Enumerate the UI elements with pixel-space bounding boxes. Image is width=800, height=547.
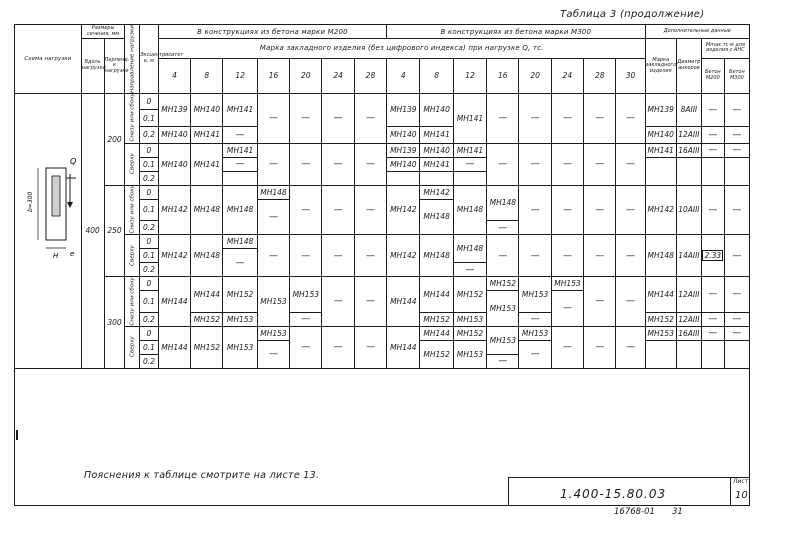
cell: МН148 <box>223 235 257 249</box>
cell: МН153 <box>453 312 486 326</box>
h-label: H <box>53 252 59 260</box>
extra-cell: — <box>724 277 749 313</box>
m200-header: В конструкциях из бетона марки М200 <box>158 25 386 39</box>
cell: МН153 <box>519 277 551 313</box>
cell: МН141 <box>223 93 257 126</box>
cell: МН148 <box>257 185 289 199</box>
extra-cell: — <box>701 277 724 313</box>
extra-cell: — <box>701 326 724 340</box>
load-header: 12 <box>453 58 486 93</box>
cell: — <box>519 312 551 326</box>
ecc-value: 0.2 <box>140 221 159 235</box>
cell: — <box>487 221 519 235</box>
cell: — <box>519 185 551 235</box>
cell: — <box>487 354 519 368</box>
cell: — <box>257 93 289 143</box>
cell: МН152 <box>453 277 486 313</box>
cell: — <box>519 93 551 143</box>
cell: — <box>616 235 645 277</box>
cell: МН152 <box>223 277 257 313</box>
cell: МН153 <box>519 326 551 340</box>
cell: МН144 <box>158 326 190 368</box>
cell: МН153 <box>290 277 322 313</box>
cell: — <box>616 93 645 143</box>
cell: — <box>290 235 322 277</box>
cell: МН144 <box>387 326 420 368</box>
extra-cell: — <box>701 312 724 326</box>
cell: — <box>257 235 289 277</box>
cell: МН148 <box>420 235 453 277</box>
cell: МН142 <box>158 185 190 235</box>
across-load-header: Перпенд. к нагрузке <box>104 39 125 94</box>
load-header: 12 <box>223 58 257 93</box>
cell: МН142 <box>158 235 190 277</box>
cell: — <box>322 235 354 277</box>
extra-cell: 16АIII <box>676 143 701 157</box>
cell: — <box>584 143 616 185</box>
cell: МН152 <box>420 340 453 368</box>
cell: — <box>290 143 322 185</box>
ecc-value: 0 <box>140 93 159 110</box>
cell: — <box>551 326 583 368</box>
mark-embed-header: Марка закладного изделия <box>645 39 676 94</box>
load-header: 28 <box>354 58 386 93</box>
cell: МН153 <box>257 326 289 340</box>
cell: МН148 <box>420 199 453 235</box>
q-label: Q <box>70 157 77 166</box>
concrete-m300-header: Бетон М300 <box>724 58 749 93</box>
extra-cell: — <box>701 143 724 157</box>
extra-cell: МН140 <box>645 126 676 143</box>
cell: — <box>616 185 645 235</box>
cell: МН148 <box>191 235 223 277</box>
cell: МН140 <box>420 93 453 126</box>
along-load-header: Вдоль нагрузки <box>81 39 104 94</box>
cell: — <box>354 185 386 235</box>
cell: — <box>519 235 551 277</box>
extra-cell: МН141 <box>645 143 676 157</box>
cell: — <box>257 143 289 185</box>
cell: — <box>453 263 486 277</box>
cell: — <box>551 291 583 327</box>
ecc-value: 0.2 <box>140 126 159 143</box>
ecc-value: 0.2 <box>140 354 159 368</box>
load-header: 28 <box>584 58 616 93</box>
direction-bottom: Снизу или сбоку <box>125 185 140 235</box>
sizes-header: Размеры сечения, мм <box>81 25 125 39</box>
sheet-number: 10 <box>735 490 748 501</box>
cell: — <box>322 326 354 368</box>
ecc-value: 0 <box>140 277 159 291</box>
cell: — <box>290 312 322 326</box>
cell: — <box>322 93 354 143</box>
load-header: 4 <box>158 58 190 93</box>
load-header: 20 <box>290 58 322 93</box>
extra-cell: 8АIII <box>676 93 701 126</box>
cell: МН152 <box>420 312 453 326</box>
direction-bottom: Снизу или сбоку <box>125 277 140 327</box>
cell: МН152 <box>487 277 519 291</box>
ecc-value: 0.2 <box>140 263 159 277</box>
cell: МН148 <box>223 185 257 235</box>
extra-cell: — <box>724 312 749 326</box>
ecc-value: 0.2 <box>140 171 159 185</box>
ecc-value: 0.1 <box>140 249 159 263</box>
diam-rebar-header: Диаметр анкеров <box>676 39 701 94</box>
arrow-head <box>67 202 73 208</box>
extra-cell: МН139 <box>645 93 676 126</box>
cell: МН144 <box>191 277 223 313</box>
ecc-value: 0.2 <box>140 312 159 326</box>
extra-cell: — <box>724 185 749 235</box>
extra-cell: — <box>701 93 724 126</box>
cell: — <box>322 185 354 235</box>
m300-header: В конструкциях из бетона марки М300 <box>387 25 645 39</box>
ecc-value: 0.1 <box>140 340 159 354</box>
embedded-part <box>52 176 60 216</box>
cell: МН152 <box>453 326 486 340</box>
cell: — <box>223 126 257 143</box>
extra-cell: 12АIII <box>676 277 701 313</box>
cell: МН144 <box>420 277 453 313</box>
cell: — <box>354 143 386 185</box>
ecc-value: 0.1 <box>140 157 159 171</box>
cell: — <box>551 185 583 235</box>
cell: — <box>354 326 386 368</box>
cell: — <box>616 143 645 185</box>
concrete-m200-header: Бетон М200 <box>701 58 724 93</box>
load-header: 16 <box>257 58 289 93</box>
load-header: 16 <box>487 58 519 93</box>
cell: — <box>519 340 551 368</box>
b-label: b=300 <box>27 191 34 212</box>
cell: — <box>584 326 616 368</box>
direction-top: Сверху <box>125 235 140 277</box>
cell: МН148 <box>191 185 223 235</box>
cell: МН139 <box>387 93 420 126</box>
cell: — <box>584 185 616 235</box>
cell: — <box>223 249 257 277</box>
cell: — <box>354 277 386 327</box>
cell: — <box>322 277 354 327</box>
cell: МН153 <box>453 340 486 368</box>
cell: — <box>487 143 519 185</box>
cell: МН141 <box>420 157 453 171</box>
cell: — <box>257 199 289 235</box>
direction-top: Сверху <box>125 143 140 185</box>
cell: МН140 <box>387 157 420 171</box>
cell: — <box>354 235 386 277</box>
extra-cell: МН152 <box>645 312 676 326</box>
load-header: 4 <box>387 58 420 93</box>
cell: — <box>354 93 386 143</box>
load-scheme-diagram <box>18 150 78 260</box>
height-value: 200 <box>104 93 125 185</box>
cell: МН153 <box>487 291 519 327</box>
extra-cell: 10АIII <box>676 185 701 235</box>
extra-cell: — <box>724 235 749 277</box>
cell: — <box>223 157 257 171</box>
cell: МН148 <box>453 185 486 235</box>
scheme-header: Схема нагрузки <box>15 25 82 94</box>
load-header: 20 <box>519 58 551 93</box>
cell: — <box>584 235 616 277</box>
load-header: 8 <box>420 58 453 93</box>
extra-cell: МН148 <box>645 235 676 277</box>
cell: — <box>551 235 583 277</box>
cell: — <box>616 326 645 368</box>
extra-cell: МН144 <box>645 277 676 313</box>
cell: МН139 <box>158 93 190 126</box>
drawing-frame <box>14 24 750 506</box>
cell: МН140 <box>158 126 190 143</box>
cell: МН141 <box>191 143 223 185</box>
cell: — <box>584 277 616 327</box>
cell: МН144 <box>387 277 420 327</box>
cell: МН153 <box>551 277 583 291</box>
cell: МН153 <box>223 326 257 368</box>
load-header: 24 <box>551 58 583 93</box>
cell: МН141 <box>223 143 257 157</box>
cell: — <box>551 143 583 185</box>
cell: — <box>257 340 289 368</box>
cell: — <box>616 277 645 327</box>
cell: МН144 <box>420 326 453 340</box>
cell: МН140 <box>420 143 453 157</box>
cell: МН152 <box>191 312 223 326</box>
cell: МН140 <box>158 143 190 185</box>
archive-page: 31 <box>672 507 683 517</box>
eccentricity-header: Эксцентриситет е, м <box>140 25 159 94</box>
archive-code: 16768-01 <box>614 507 655 517</box>
cell: МН142 <box>387 185 420 235</box>
height-value: 300 <box>104 277 125 369</box>
cell: — <box>322 143 354 185</box>
cell: МН140 <box>191 93 223 126</box>
ecc-value: 0.1 <box>140 291 159 313</box>
ecc-value: 0.1 <box>140 110 159 127</box>
extra-cell: — <box>724 93 749 126</box>
ecc-value: 0 <box>140 143 159 157</box>
table-title: Таблица 3 (продолжение) <box>560 9 705 20</box>
ecc-value: 0 <box>140 235 159 249</box>
ecc-value: 0.1 <box>140 199 159 221</box>
height-value: 250 <box>104 185 125 277</box>
extra-cell: 14АIII <box>676 235 701 277</box>
cell: МН153 <box>223 312 257 326</box>
extra-cell: — <box>701 185 724 235</box>
extra-cell: МН142 <box>645 185 676 235</box>
load-header: 8 <box>191 58 223 93</box>
direction-top: Сверху <box>125 326 140 368</box>
extra-cell: 12АIII <box>676 126 701 143</box>
margin-mark <box>16 430 18 440</box>
load-header: 24 <box>322 58 354 93</box>
extra-cell: — <box>724 126 749 143</box>
cell: МН148 <box>487 185 519 221</box>
mmax-header: Mmax тс·м для изделия с АНС <box>701 39 749 59</box>
load-header: 30 <box>616 58 645 93</box>
document-code: 1.400-15.80.03 <box>560 487 667 501</box>
cell: МН153 <box>257 277 289 327</box>
cell: МН142 <box>420 185 453 199</box>
cell: — <box>487 235 519 277</box>
extra-cell: — <box>701 126 724 143</box>
extra-cell: МН153 <box>645 326 676 340</box>
mmax-value: 2.33 <box>704 251 722 261</box>
cell: МН148 <box>453 235 486 263</box>
cell: МН142 <box>387 235 420 277</box>
e-label: e <box>70 250 75 258</box>
cell: МН141 <box>453 143 486 157</box>
ecc-value: 0 <box>140 326 159 340</box>
cell: — <box>584 93 616 143</box>
extra-header: Дополнительные данные <box>645 25 749 39</box>
cell: МН152 <box>191 326 223 368</box>
cell: МН141 <box>453 93 486 143</box>
extra-cell: — <box>724 326 749 340</box>
direction-header: Направление нагрузки <box>125 25 140 94</box>
cell: МН140 <box>387 126 420 143</box>
cell: МН141 <box>420 126 453 143</box>
extra-cell: 12АIII <box>676 312 701 326</box>
cell: МН153 <box>487 326 519 354</box>
footnote: Пояснения к таблице смотрите на листе 13. <box>84 470 320 481</box>
direction-bottom: Снизу или сбоку <box>125 93 140 143</box>
mark-span-header: Марка закладного изделия (без цифрового индекса) при нагрузке Q, тс. <box>158 39 645 59</box>
cell: — <box>487 93 519 143</box>
sheet-label: Лист <box>733 478 749 485</box>
cell: — <box>519 143 551 185</box>
ecc-value: 0 <box>140 185 159 199</box>
cell: — <box>290 185 322 235</box>
cell: — <box>290 93 322 143</box>
cell: МН144 <box>158 277 190 327</box>
extra-cell: 16АIII <box>676 326 701 340</box>
cell: — <box>453 157 486 171</box>
cell: МН141 <box>191 126 223 143</box>
extra-cell: — <box>724 143 749 157</box>
width-value: 400 <box>81 93 104 368</box>
cell: — <box>290 326 322 368</box>
cell: — <box>551 93 583 143</box>
cell: МН139 <box>387 143 420 157</box>
